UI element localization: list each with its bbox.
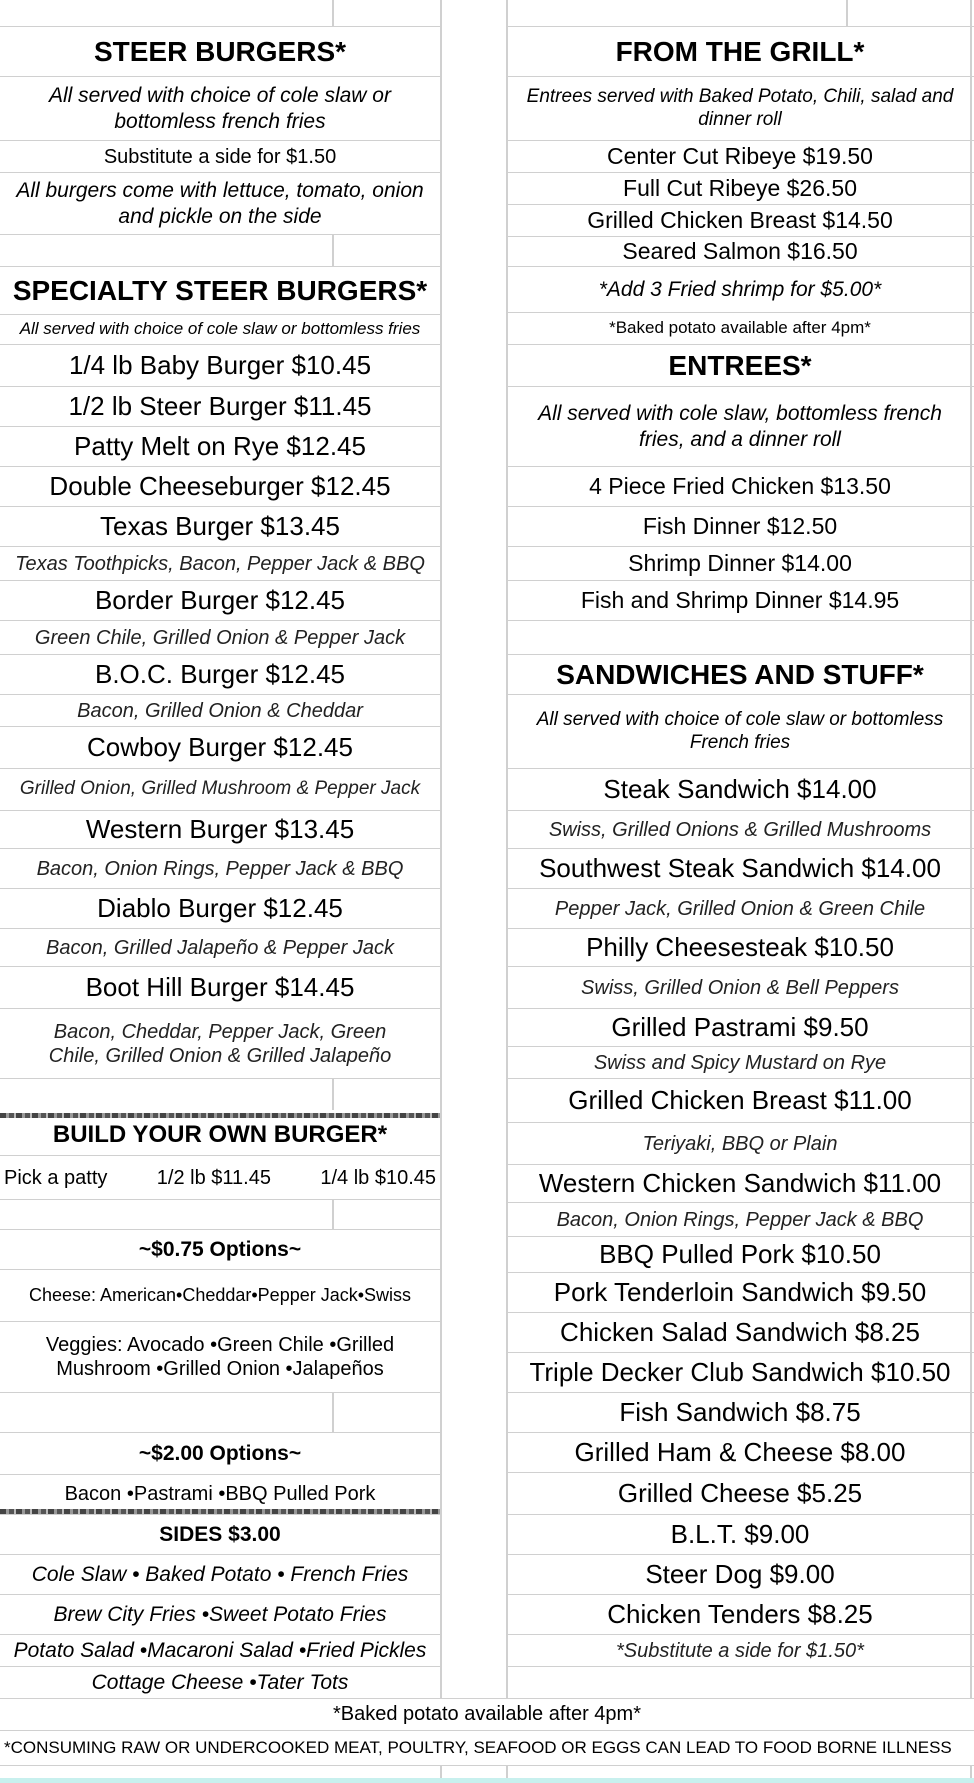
footer-warning-row: [0, 1730, 974, 1766]
menu-item-southwest-steak: Southwest Steak Sandwich $14.00: [506, 848, 974, 888]
sides-row: Brew City Fries •Sweet Potato Fries: [0, 1594, 440, 1634]
menu-item-cowboy-burger: Cowboy Burger $12.45: [0, 726, 440, 768]
menu-item-fish-and-shrimp: Fish and Shrimp Dinner $14.95: [506, 580, 974, 620]
options-075-title: ~$0.75 Options~: [0, 1229, 440, 1269]
entrees-title: ENTREES*: [506, 344, 974, 386]
menu-item-fish-dinner: Fish Dinner $12.50: [506, 506, 974, 546]
menu-item-boot-hill-burger: Boot Hill Burger $14.45: [0, 966, 440, 1008]
sides-row: Cottage Cheese •Tater Tots: [0, 1666, 440, 1698]
grid-divider-left: [440, 0, 442, 1783]
substitute-side-note: *Substitute a side for $1.50*: [506, 1634, 974, 1666]
menu-item-description: Texas Toothpicks, Bacon, Pepper Jack & BBQ: [0, 546, 440, 580]
spacer-row: [0, 234, 440, 266]
menu-item-fish-sandwich: Fish Sandwich $8.75: [506, 1392, 974, 1432]
menu-item-double-cheeseburger: Double Cheeseburger $12.45: [0, 466, 440, 506]
menu-item-western-chicken: Western Chicken Sandwich $11.00: [506, 1164, 974, 1202]
menu-item-full-cut-ribeye: Full Cut Ribeye $26.50: [506, 172, 974, 204]
menu-item-steer-burger: 1/2 lb Steer Burger $11.45: [0, 386, 440, 426]
section-border: [0, 1113, 440, 1118]
menu-item-grilled-chicken-sandwich: Grilled Chicken Breast $11.00: [506, 1078, 974, 1122]
menu-item-philly-cheesesteak: Philly Cheesesteak $10.50: [506, 928, 974, 966]
menu-item-pork-tenderloin: Pork Tenderloin Sandwich $9.50: [506, 1272, 974, 1312]
spacer-row: [506, 1666, 974, 1698]
menu-item-grilled-chicken-breast: Grilled Chicken Breast $14.50: [506, 204, 974, 236]
shrimp-add-note: *Add 3 Fried shrimp for $5.00*: [506, 266, 974, 312]
substitute-note: Substitute a side for $1.50: [0, 140, 440, 172]
sandwiches-note: All served with choice of cole slaw or bottomless French fries: [506, 694, 974, 768]
menu-item-description: Bacon, Grilled Jalapeño & Pepper Jack: [0, 928, 440, 966]
menu-item-blt: B.L.T. $9.00: [506, 1514, 974, 1554]
menu-item-steer-dog: Steer Dog $9.00: [506, 1554, 974, 1594]
menu-item-description: Green Chile, Grilled Onion & Pepper Jack: [0, 620, 440, 654]
menu-item-baby-burger: 1/4 lb Baby Burger $10.45: [0, 344, 440, 386]
menu-item-chicken-salad: Chicken Salad Sandwich $8.25: [506, 1312, 974, 1352]
menu-item-steak-sandwich: Steak Sandwich $14.00: [506, 768, 974, 810]
sides-row: Cole Slaw • Baked Potato • French Fries: [0, 1554, 440, 1594]
cheese-options: Cheese: American•Cheddar•Pepper Jack•Swiss: [0, 1269, 440, 1321]
menu-item-diablo-burger: Diablo Burger $12.45: [0, 888, 440, 928]
steer-burgers-note: All served with choice of cole slaw or bottomless french fries: [0, 76, 440, 140]
options-200-title: ~$2.00 Options~: [0, 1432, 440, 1474]
menu-item-description: Swiss, Grilled Onion & Bell Peppers: [506, 966, 974, 1008]
pick-a-patty-row: [0, 1155, 440, 1199]
sides-title: SIDES $3.00: [0, 1514, 440, 1554]
menu-item-shrimp-dinner: Shrimp Dinner $14.00: [506, 546, 974, 580]
spacer-row: [506, 620, 974, 654]
veggie-options: Veggies: Avocado •Green Chile •Grilled Mushroom •Grilled Onion •Jalapeños: [0, 1321, 440, 1392]
menu-item-triple-decker-club: Triple Decker Club Sandwich $10.50: [506, 1352, 974, 1392]
menu-item-texas-burger: Texas Burger $13.45: [0, 506, 440, 546]
sides-row: Potato Salad •Macaroni Salad •Fried Pickles: [0, 1634, 440, 1666]
menu-item-center-cut-ribeye: Center Cut Ribeye $19.50: [506, 140, 974, 172]
menu-item-description: Pepper Jack, Grilled Onion & Green Chile: [506, 888, 974, 928]
burger-toppings-note: All burgers come with lettuce, tomato, onion and pickle on the side: [0, 172, 440, 234]
menu-item-description: Bacon, Cheddar, Pepper Jack, Green Chile, Grilled Onion & Grilled Jalapeño: [0, 1008, 440, 1078]
spacer-row: [0, 1078, 440, 1110]
spacer-row: [0, 1199, 440, 1229]
menu-item-description: Bacon, Grilled Onion & Cheddar: [0, 694, 440, 726]
sandwiches-title: SANDWICHES AND STUFF*: [506, 654, 974, 694]
menu-item-grilled-cheese: Grilled Cheese $5.25: [506, 1472, 974, 1514]
menu-item-border-burger: Border Burger $12.45: [0, 580, 440, 620]
grid-stub: [846, 0, 848, 26]
patty-label: Pick a patty: [4, 1166, 108, 1189]
food-safety-warning: *CONSUMING RAW OR UNDERCOOKED MEAT, POULTRY, SEAFOOD OR EGGS CAN LEAD TO FOOD BORNE ILLNESS: [4, 1738, 952, 1757]
patty-half-pound: 1/2 lb $11.45: [156, 1166, 271, 1189]
section-border: [0, 1509, 440, 1514]
footer-potato-row: [0, 1698, 974, 1730]
menu-item-patty-melt: Patty Melt on Rye $12.45: [0, 426, 440, 466]
menu-item-fried-chicken: 4 Piece Fried Chicken $13.50: [506, 466, 974, 506]
menu-item-bbq-pulled-pork: BBQ Pulled Pork $10.50: [506, 1236, 974, 1272]
menu-item-description: Bacon, Onion Rings, Pepper Jack & BBQ: [0, 848, 440, 888]
baked-potato-note: *Baked potato available after 4pm*: [506, 312, 974, 344]
menu-item-western-burger: Western Burger $13.45: [0, 810, 440, 848]
patty-quarter-pound: 1/4 lb $10.45: [320, 1166, 436, 1189]
bottom-edge-strip: [0, 1778, 974, 1783]
spacer-row: [0, 1392, 440, 1432]
entrees-note: All served with cole slaw, bottomless french fries, and a dinner roll: [506, 386, 974, 466]
specialty-burgers-note: All served with choice of cole slaw or bottomless fries: [0, 314, 440, 344]
menu-item-chicken-tenders: Chicken Tenders $8.25: [506, 1594, 974, 1634]
build-your-own-title: BUILD YOUR OWN BURGER*: [0, 1115, 440, 1155]
from-the-grill-title: FROM THE GRILL*: [506, 26, 974, 76]
menu-item-grilled-ham-cheese: Grilled Ham & Cheese $8.00: [506, 1432, 974, 1472]
meat-options: Bacon •Pastrami •BBQ Pulled Pork: [0, 1474, 440, 1512]
menu-item-description: Bacon, Onion Rings, Pepper Jack & BBQ: [506, 1202, 974, 1236]
specialty-burgers-title: SPECIALTY STEER BURGERS*: [0, 266, 440, 314]
menu-item-description: Teriyaki, BBQ or Plain: [506, 1122, 974, 1164]
steer-burgers-title: STEER BURGERS*: [0, 26, 440, 76]
menu-item-description: Grilled Onion, Grilled Mushroom & Pepper Jack: [0, 768, 440, 810]
menu-item-description: Swiss, Grilled Onions & Grilled Mushrooms: [506, 810, 974, 848]
menu-item-description: Swiss and Spicy Mustard on Rye: [506, 1046, 974, 1078]
menu-item-seared-salmon: Seared Salmon $16.50: [506, 236, 974, 266]
menu-item-grilled-pastrami: Grilled Pastrami $9.50: [506, 1008, 974, 1046]
footer-potato-note: *Baked potato available after 4pm*: [333, 1703, 641, 1725]
grid-stub: [332, 0, 334, 26]
grill-note: Entrees served with Baked Potato, Chili, salad and dinner roll: [506, 76, 974, 140]
menu-item-boc-burger: B.O.C. Burger $12.45: [0, 654, 440, 694]
patty-options: [4, 1166, 436, 1190]
